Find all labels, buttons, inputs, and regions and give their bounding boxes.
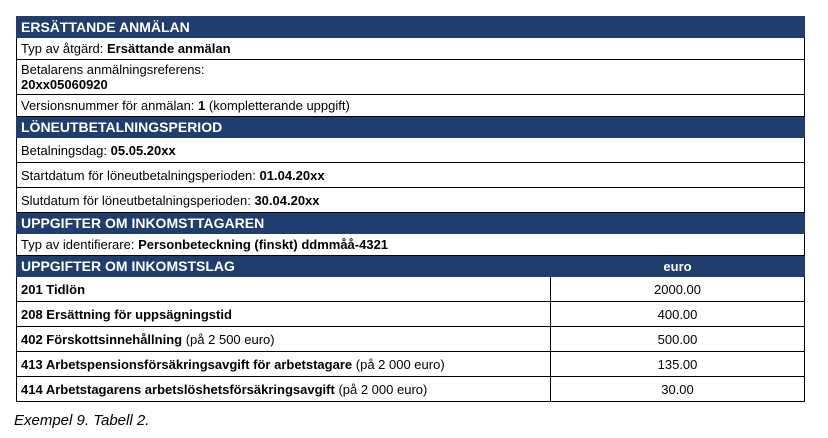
- income-type-label: 208 Ersättning för uppsägningstid: [21, 306, 232, 322]
- income-amount: 400.00: [551, 302, 805, 327]
- period-start-row: [17, 163, 805, 188]
- table-row: [17, 352, 805, 377]
- section-header-income: [17, 256, 805, 277]
- income-amount: 135.00: [551, 352, 805, 377]
- income-type-label: 413 Arbetspensionsförsäkringsavgift för arbetstagare: [21, 356, 353, 372]
- period-end-label: Slutdatum för löneutbetalningsperioden:: [21, 192, 251, 208]
- version-note: (kompletterande uppgift): [208, 98, 350, 113]
- pay-day-value: 05.05.20xx: [110, 142, 176, 158]
- id-type-label: Typ av identifierare:: [21, 237, 135, 252]
- income-type-note: (på 2 000 euro): [338, 381, 428, 397]
- income-amount: 2000.00: [551, 277, 805, 302]
- income-type-label: 414 Arbetstagarens arbetslöshetsförsäkringsavgift: [21, 381, 335, 397]
- version-label: Versionsnummer för anmälan:: [21, 98, 195, 113]
- pay-day-row: [17, 138, 805, 163]
- period-start-label: Startdatum för löneutbetalningsperioden:: [21, 167, 256, 183]
- payer-reference-value: 20xx05060920: [21, 77, 108, 92]
- income-type-note: (på 2 000 euro): [355, 356, 445, 372]
- action-type-value: Ersättande anmälan: [107, 41, 231, 56]
- pay-day-label: Betalningsdag:: [21, 142, 108, 158]
- income-type-label: 402 Förskottsinnehållning: [21, 331, 183, 347]
- report-sheet: [16, 16, 804, 402]
- section-title: LÖNEUTBETALNINGSPERIOD: [17, 117, 805, 138]
- table-row: [17, 327, 805, 352]
- section-header-period: [17, 117, 805, 138]
- payer-reference-row: [17, 60, 805, 95]
- id-type-row: [17, 234, 805, 256]
- section-title: UPPGIFTER OM INKOMSTTAGAREN: [17, 213, 805, 234]
- income-amount: 30.00: [551, 377, 805, 402]
- section-title: ERSÄTTANDE ANMÄLAN: [17, 17, 805, 38]
- section-title: UPPGIFTER OM INKOMSTSLAG: [17, 256, 551, 277]
- table-row: [17, 302, 805, 327]
- version-row: [17, 95, 805, 117]
- section-header-recipient: [17, 213, 805, 234]
- table-caption: Exempel 9. Tabell 2.: [14, 412, 150, 429]
- income-type-note: (på 2 500 euro): [185, 331, 275, 347]
- income-report-table: [16, 16, 805, 402]
- action-type-label: Typ av åtgärd:: [21, 41, 104, 56]
- income-type-label: 201 Tidlön: [21, 281, 86, 297]
- version-value: 1: [198, 98, 206, 113]
- period-end-value: 30.04.20xx: [254, 192, 320, 208]
- income-amount: 500.00: [551, 327, 805, 352]
- action-type-row: [17, 38, 805, 60]
- table-row: [17, 377, 805, 402]
- section-header-replacing: [17, 17, 805, 38]
- currency-header: euro: [551, 256, 805, 277]
- period-end-row: [17, 188, 805, 213]
- table-row: [17, 277, 805, 302]
- id-type-value: Personbeteckning (finskt) ddmmåå-4321: [138, 237, 389, 252]
- payer-reference-label: Betalarens anmälningsreferens:: [21, 62, 205, 77]
- period-start-value: 01.04.20xx: [259, 167, 325, 183]
